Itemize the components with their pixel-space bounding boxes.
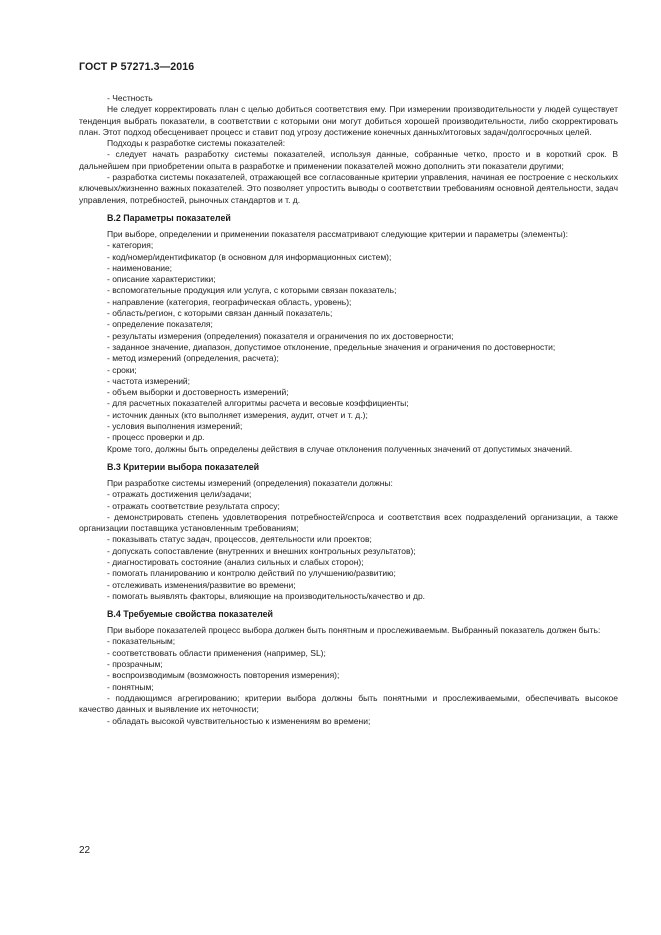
section-b3-lead: При разработке системы измерений (определения) показатели должны: (107, 477, 393, 488)
list-item: - воспроизводимым (возможность повторения измерения); (107, 670, 340, 681)
list-item: - диагностировать состояние (анализ сильных и слабых сторон); (107, 556, 364, 567)
section-b2-lead: При выборе, определении и применении показателя рассматривают следующие критерии и параметры (элементы): (107, 228, 568, 239)
list-item: - отслеживать изменения/развитие во времени; (107, 579, 296, 590)
list-item: - определение показателя; (107, 319, 213, 330)
list-item: - отражать достижения цели/задачи; (107, 489, 252, 500)
list-item: - заданное значение, диапазон, допустимое отклонение, предельные значения и ограничения по достоверности; (107, 341, 556, 352)
list-item: - показательным; (107, 636, 176, 647)
list-item: - объем выборки и достоверность измерений; (107, 387, 289, 398)
list-item: - категория; (107, 240, 154, 251)
section-heading-b3: В.3 Критерии выбора показателей (107, 461, 260, 472)
list-item: - для расчетных показателей алгоритмы расчета и весовые коэффициенты; (107, 398, 409, 409)
page-number: 22 (79, 845, 91, 856)
list-item: - обладать высокой чувствительностью к изменениям во времени; (107, 715, 371, 726)
document-body (79, 93, 618, 727)
section-heading-b2: В.2 Параметры показателей (107, 212, 231, 223)
list-item: - помогать планированию и контролю действий по улучшению/развитию; (107, 568, 396, 579)
list-item: - помогать выявлять факторы, влияющие на производительность/качество и др. (107, 590, 426, 601)
list-item: - направление (категория, географическая область, уровень); (107, 296, 352, 307)
list-item: - источник данных (кто выполняет измерения, аудит, отчет и т. д.); (107, 409, 368, 420)
list-item: - описание характеристики; (107, 274, 216, 285)
list-item: - допускать сопоставление (внутренних и внешних контрольных результатов); (107, 545, 416, 556)
list-item: - условия выполнения измерений; (107, 421, 243, 432)
list-item: - поддающимся агрегированию; критерии выбора должны быть понятными и прослеживаемыми, обеспечивать высокое качество данных и выявление их неточности; (79, 692, 618, 715)
list-item: - прозрачным; (107, 659, 163, 670)
list-item: - процесс проверки и др. (107, 432, 205, 443)
list-item: - соответствовать области применения (например, SL); (107, 647, 326, 658)
document-header: ГОСТ Р 57271.3—2016 (79, 61, 195, 73)
list-item: - сроки; (107, 364, 137, 375)
list-item: - область/регион, с которыми связан данный показатель; (107, 308, 333, 319)
list-item: - наименование; (107, 262, 173, 273)
list-item: - метод измерений (определения, расчета); (107, 353, 279, 364)
section-b4-lead: При выборе показателей процесс выбора должен быть понятным и прослеживаемым. Выбранный показатель должен быть: (107, 625, 601, 636)
list-item: - вспомогательные продукция или услуга, с которыми связан показатель; (107, 285, 397, 296)
list-item: - демонстрировать степень удовлетворения потребностей/спроса и соответствия всех подразделений организации, а также организации поставщика установленным требованиям; (79, 511, 618, 534)
list-item: - частота измерений; (107, 375, 191, 386)
list-item-start-development: - следует начать разработку системы показателей, используя данные, собранные четко, просто и в короткий срок. В дальнейшем при приобретении опыта в разработке и применении показателей можно дополнить эти показатели другими; (79, 149, 618, 171)
list-item: - код/номер/идентификатор (в основном для информационных систем); (107, 251, 392, 262)
list-item: - показывать статус задач, процессов, деятельности или проектов; (107, 534, 372, 545)
section-b2-closing: Кроме того, должны быть определены действия в случае отклонения полученных значений от допустимых значений. (107, 443, 573, 454)
list-item: - отражать соответствие результата спросу; (107, 500, 280, 511)
paragraph-approaches: Подходы к разработке системы показателей: (107, 138, 286, 149)
list-item-honesty: - Честность (107, 93, 153, 103)
list-item-develop-system: - разработка системы показателей, отражающей все согласованные критерии управления, начиная ее построение с нескольких ключевых/жизненно важных показателей. Это позволяет упростить выводы о соответствии требованиям основной деятельности, задач управления, потребностей, рыночных стандартов и т. д. (79, 172, 618, 205)
list-item: - результаты измерения (определения) показателя и ограничения по их достоверности; (107, 330, 454, 341)
paragraph-plan-correction: Не следует корректировать план с целью добиться соответствия ему. При измерении производительности у людей существует тенденция выбрать показатели, в соответствии с которыми они могут добиться хорошей производительности, либо скорректировать план. Этот подход обесценивает процесс и ставит под угрозу достижение конечных данных/итоговых задач/долгосрочных целей. (79, 104, 618, 137)
list-item: - понятным; (107, 681, 154, 692)
section-heading-b4: В.4 Требуемые свойства показателей (107, 609, 274, 620)
